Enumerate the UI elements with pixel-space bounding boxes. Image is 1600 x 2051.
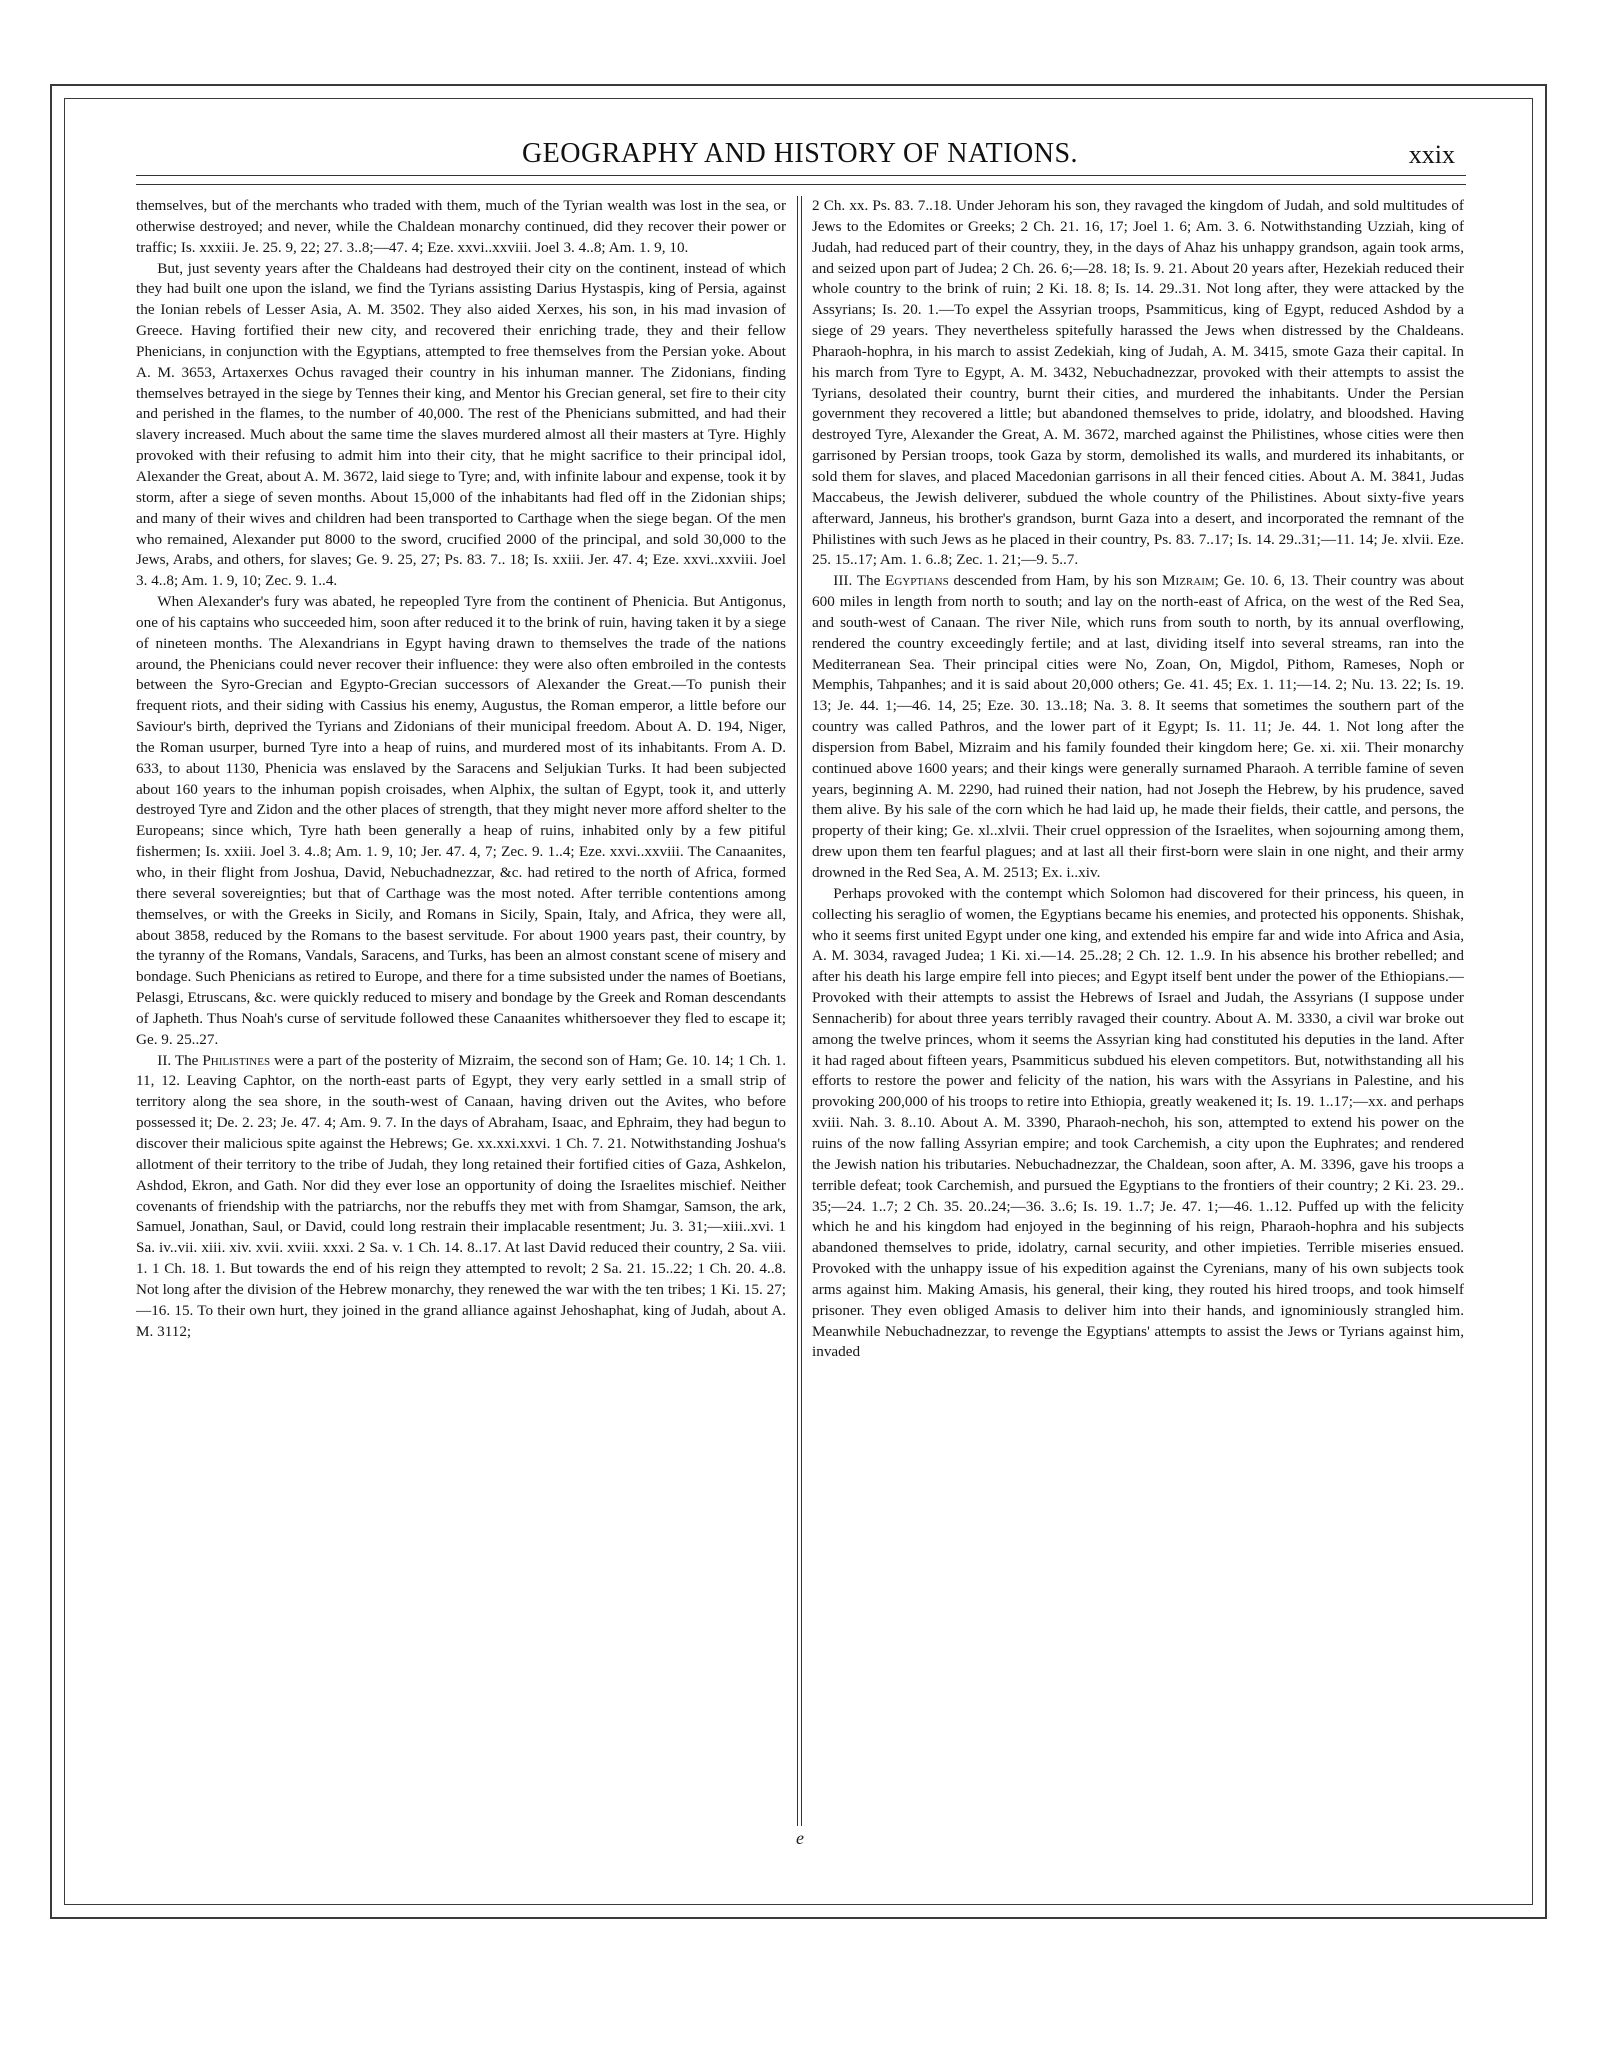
paragraph-philistines [136,1051,786,1343]
paragraph: 2 Ch. xx. Ps. 83. 7..18. Under Jehoram his son, they ravaged the kingdom of Judah, and sold multitudes of Jews to the Edomites or Greeks; 2 Ch. 21. 16, 17; Joel 1. 6; Am. 3. 6. Notwithstanding Uzziah, king of Judah, had reduced part of their country, they, in the days of Ahaz his unhappy grandson, again took arms, and seized upon part of Judea; 2 Ch. 26. 6;—28. 18; Is. 9. 21. About 20 years after, Hezekiah reduced their whole country to the brink of ruin; 2 Ki. 18. 8; Is. 14. 29..31. Not long after, they were attacked by the Assyrians; Is. 20. 1.—To expel the Assyrian troops, Psammiticus, king of Egypt, reduced Ashdod by a siege of 29 years. They nevertheless spitefully harassed the Jews when distressed by the Chaldeans. Pharaoh-hophra, in his march to assist Zedekiah, king of Judah, A. M. 3415, smote Gaza their capital. In his march from Tyre to Egypt, A. M. 3432, Nebuchadnezzar, provoked with their attempts to assist the Tyrians, desolated their country, burnt their cities, and murdered the inhabitants. Under the Persian government they recovered a little; but abandoned themselves to pride, idolatry, and bloodshed. Having destroyed Tyre, Alexander the Great, A. M. 3672, marched against the Philistines, whose cities were then garrisoned by Persian troops, took Gaza by storm, demolished its walls, and murdered its inhabitants, or sold them for slaves, and placed Macedonian garrisons in all their fenced cities. About A. M. 3841, Judas Maccabeus, the Jewish deliverer, subdued the whole country of the Philistines. About sixty-five years afterward, Janneus, his brother's grandson, burnt Gaza into a desert, and incorporated the remnant of the Philistines with such Jews as he placed in their country, Ps. 83. 7..17; Is. 14. 29..31;—11. 14; Je. xlvii. Eze. 25. 15..17; Am. 1. 6..8; Zec. 1. 21;—9. 5..7. [812,197,1464,569]
paragraph-text: descended from Ham, by his son [953,572,1158,590]
paragraph-text: ; Ge. 10. 6, 13. Their country was about 600 miles in length from north to south; and lay on the north-east of Africa, on the west of the Red Sea, and south-west of Canaan. The river Nile, which runs from south to north, by its annual overflowing, rendered the country exceedingly fertile; and at last, dividing itself into several streams, ran into the Mediterranean Sea. Their principal cities were No, Zoan, On, Migdol, Pithom, Rameses, Noph or Memphis, Tahpanhes; and it is said about 20,000 others; Ge. 41. 45; Ex. 1. 11;—14. 2; Nu. 13. 22; Is. 19. 13; Je. 44. 1;—46. 14, 25; Eze. 30. 13..18; Na. 3. 8. It seems that sometimes the southern part of the country was called Pathros, and the lower part of it Egypt; Is. 11. 11; Je. 44. 1. Not long after the dispersion from Babel, Mizraim and his family founded their kingdom here; Ge. xi. xii. Their monarchy continued above 1600 years; and their kings were generally surnamed Pharaoh. A terrible famine of seven years, beginning A. M. 2290, had ruined their nation, had not Joseph the Hebrew, by his prudence, saved them alive. By his sale of the corn which he had laid up, he made their fields, their cattle, and persons, the property of their king; Ge. xl..xlvii. Their cruel oppression of the Israelites, when sojourning among them, drew upon them ten fearful plagues; and at last all their first-born were slain in one night, and their army drowned in the Red Sea, A. M. 2513; Ex. i..xiv. [812,572,1464,881]
column-divider [797,196,798,1826]
left-column [136,196,786,1826]
section-heading: Philistines [202,1051,271,1069]
header-rule [136,184,1466,185]
page-number: xxix [1408,140,1455,169]
paragraph-egyptians [812,571,1464,884]
paragraph: When Alexander's fury was abated, he repeopled Tyre from the continent of Phenicia. But Antigonus, one of his captains who succeeded him, soon after reduced it to the brink of ruin, having taken it by a siege of nineteen months. The Alexandrians in Egypt having drawn to themselves the trade of the nations around, the Phenicians could never recover their influence: they were also often embroiled in the contests between the Syro-Grecian and Egypto-Grecian successors of Alexander the Great.—To punish their frequent riots, and their siding with Cassius his enemy, Augustus, the Roman emperor, a little before our Saviour's birth, deprived the Tyrians and Zidonians of their municipal freedom. About A. D. 194, Niger, the Roman usurper, burned Tyre into a heap of ruins, and murdered most of its inhabitants. From A. D. 633, to about 1130, Phenicia was enslaved by the Saracens and Seljukian Turks. It had been subjected about 160 years to the inhuman popish croisades, when Alphix, the sultan of Egypt, took it, and utterly destroyed Tyre and Zidon and the other places of strength, that they might never more afford shelter to the Europeans; since which, Tyre hath been generally a heap of ruins, inhabited only by a few pitiful fishermen; Is. xxiii. Joel 3. 4..8; Am. 1. 9, 10; Jer. 47. 4, 7; Zec. 9. 1..4; Eze. xxvi..xxviii. The Canaanites, who, in their flight from Joshua, David, Nebuchadnezzar, &c. had retired to the north of Africa, formed there several sovereignties; but that of Carthage was the most noted. After terrible contentions among themselves, or with the Greeks in Sicily, and Romans in Sicily, Spain, Italy, and Africa, they were all, about 3858, reduced by the Romans to the basest servitude. For about 1900 years past, their country, by the tyranny of the Romans, Vandals, Saracens, and Turks, has been an almost constant scene of misery and bondage. Such Phenicians as retired to Europe, and there for a time subsisted under the names of Boetians, Pelasgi, Etruscans, &c. were quickly reduced to misery and bondage by the Greek and Roman descendants of Japheth. Thus Noah's curse of servitude followed these Canaanites whithersoever they fled to escape it; Ge. 9. 25..27. [136,593,786,1048]
section-heading: Egyptians [885,572,949,590]
paragraph: themselves, but of the merchants who traded with them, much of the Tyrian wealth was lost in the sea, or otherwise destroyed; and never, while the Chaldean monarchy continued, did they recover their power or traffic; Is. xxxiii. Je. 25. 9, 22; 27. 3..8;—47. 4; Eze. xxvi..xxviii. Joel 3. 4..8; Am. 1. 9, 10. [136,197,786,256]
paragraph-text: were a part of the posterity of Mizraim, the second son of Ham; Ge. 10. 14; 1 Ch. 1. 11, 12. Leaving Caphtor, on the north-east parts of Egypt, they very early settled in a small strip of territory along the sea shore, in the south-west of Canaan, having driven out the Avites, who before possessed it; De. 2. 23; Je. 47. 4; Am. 9. 7. In the days of Abraham, Isaac, and Ephraim, they had begun to discover their malicious spite against the Hebrews; Ge. xx.xxi.xxvi. 1 Ch. 7. 21. Notwithstanding Joshua's allotment of their territory to the tribe of Judah, they long retained their fortified cities of Gaza, Ashkelon, Ashdod, Ekron, and Gath. Nor did they ever lose an opportunity of doing the Israelites mischief. Neither covenants of friendship with the patriarchs, nor the rebuffs they met with from Shamgar, Samson, the ark, Samuel, Jonathan, Saul, or David, could long restrain their implacable resentment; Ju. 3. 31;—xiii..xvi. 1 Sa. iv..vii. xiii. xiv. xvii. xviii. xxxi. 2 Sa. v. 1 Ch. 14. 8..17. At last David reduced their country, 2 Sa. viii. 1. 1 Ch. 18. 1. But towards the end of his reign they attempted to revolt; 2 Sa. 21. 15..22; 1 Ch. 20. 4..8. Not long after the division of the Hebrew monarchy, they renewed the war with the ten tribes; 1 Ki. 15. 27;—16. 15. To their own hurt, they joined in the grand alliance against Jehoshaphat, king of Judah, about A. M. 3112; [136,1051,786,1340]
paragraph: Perhaps provoked with the contempt which Solomon had discovered for their princess, his queen, in collecting his seraglio of women, the Egyptians became his enemies, and protected his opponents. Shishak, who it seems first united Egypt under one king, and extended his empire far and wide into Africa and Asia, A. M. 3034, ravaged Judea; 1 Ki. xi.—14. 25..28; 2 Ch. 12. 1..9. In his absence his brother rebelled; and after his death his large empire fell into pieces; and Egypt itself bent under the power of the Ethiopians.—Provoked with their attempts to assist the Hebrews of Israel and Judah, the Assyrians (I suppose under Sennacherib) for about three years terribly ravaged their country. About A. M. 3330, a civil war broke out among the twelve princes, whom it seems the Assyrian king had constituted his deputies in the land. After it had raged about fifteen years, Psammiticus subdued his eleven competitors. But, notwithstanding all his efforts to restore the power and felicity of the nation, his wars with the Assyrians in Palestine, and his provoking 200,000 of his troops to retire into Ethiopia, greatly weakened it; Is. 19. 1..17;—xx. and perhaps xviii. Nah. 3. 8..10. About A. M. 3390, Pharaoh-nechoh, his son, attempted to extend his power on the ruins of the now falling Assyrian empire; and took Carchemish, a city upon the Euphrates; and rendered the Jewish nation his tributaries. Nebuchadnezzar, the Chaldean, soon after, A. M. 3396, gave his troops a terrible defeat; took Carchemish, and pursued the Egyptians to the frontiers of their country; 2 Ki. 23. 29.. 35;—24. 1..7; 2 Ch. 35. 20..24;—36. 3..6; Is. 19. 1..7; Je. 47. 1;—46. 1..12. Puffed up with the felicity which he and his kingdom had enjoyed in the beginning of his reign, Pharaoh-hophra and his subjects abandoned themselves to pride, idolatry, carnal security, and other impieties. Terrible miseries ensued. Provoked with the unhappy issue of his expedition against the Cyrenians, many of his own subjects took arms against him. Making Amasis, his general, their king, they routed his hired troops, and took himself prisoner. They even obliged Amasis to deliver him into their hands, and ignominiously strangled him. Meanwhile Nebuchadnezzar, to revenge the Egyptians' attempts to assist the Jews or Tyrians against him, invaded [812,884,1464,1361]
right-column [812,196,1464,1826]
running-title: GEOGRAPHY AND HISTORY OF NATIONS. [521,138,1079,169]
column-divider [801,196,802,1826]
section-numeral: II. The [157,1051,199,1069]
header-rule [136,175,1466,176]
signature-mark: e [796,1828,804,1848]
paragraph: But, just seventy years after the Chaldeans had destroyed their city on the continent, instead of which they had built one upon the island, we find the Tyrians assisting Darius Hystaspis, king of Persia, against the Ionian rebels of Lesser Asia, A. M. 3502. They also aided Xerxes, his son, in his mad invasion of Greece. Having fortified their new city, and recovered their enriching trade, they and their fellow Phenicians, in conjunction with the Egyptians, attempted to free themselves from the Persian yoke. About A. M. 3653, Artaxerxes Ochus ravaged their country in his inhuman manner. The Zidonians, finding themselves betrayed in the siege by Tennes their king, and Mentor his Grecian general, set fire to their city and perished in the flames, to the number of 40,000. The rest of the Phenicians submitted, and had their slavery increased. Much about the same time the slaves murdered almost all their masters at Tyre. Highly provoked with their refusing to admit him into their city, that he might sacrifice to their principal idol, Alexander the Great, about A. M. 3672, laid siege to Tyre; and, with infinite labour and expense, took it by storm, after a siege of seven months. About 15,000 of the inhabitants had fled off in the Zidonian ships; and many of their wives and children had been transported to Carthage when the siege began. Of the men who remained, Alexander put 8000 to the sword, crucified 2000 of the principal, and sold 30,000 to the Jews, Arabs, and others, for slaves; Ge. 9. 25, 27; Ps. 83. 7.. 18; Is. xxiii. Jer. 47. 4; Eze. xxvi..xxviii. Joel 3. 4..8; Am. 1. 9, 10; Zec. 9. 1..4. [136,259,786,590]
proper-name: Mizraim [1162,572,1215,590]
section-numeral: III. The [833,572,881,590]
